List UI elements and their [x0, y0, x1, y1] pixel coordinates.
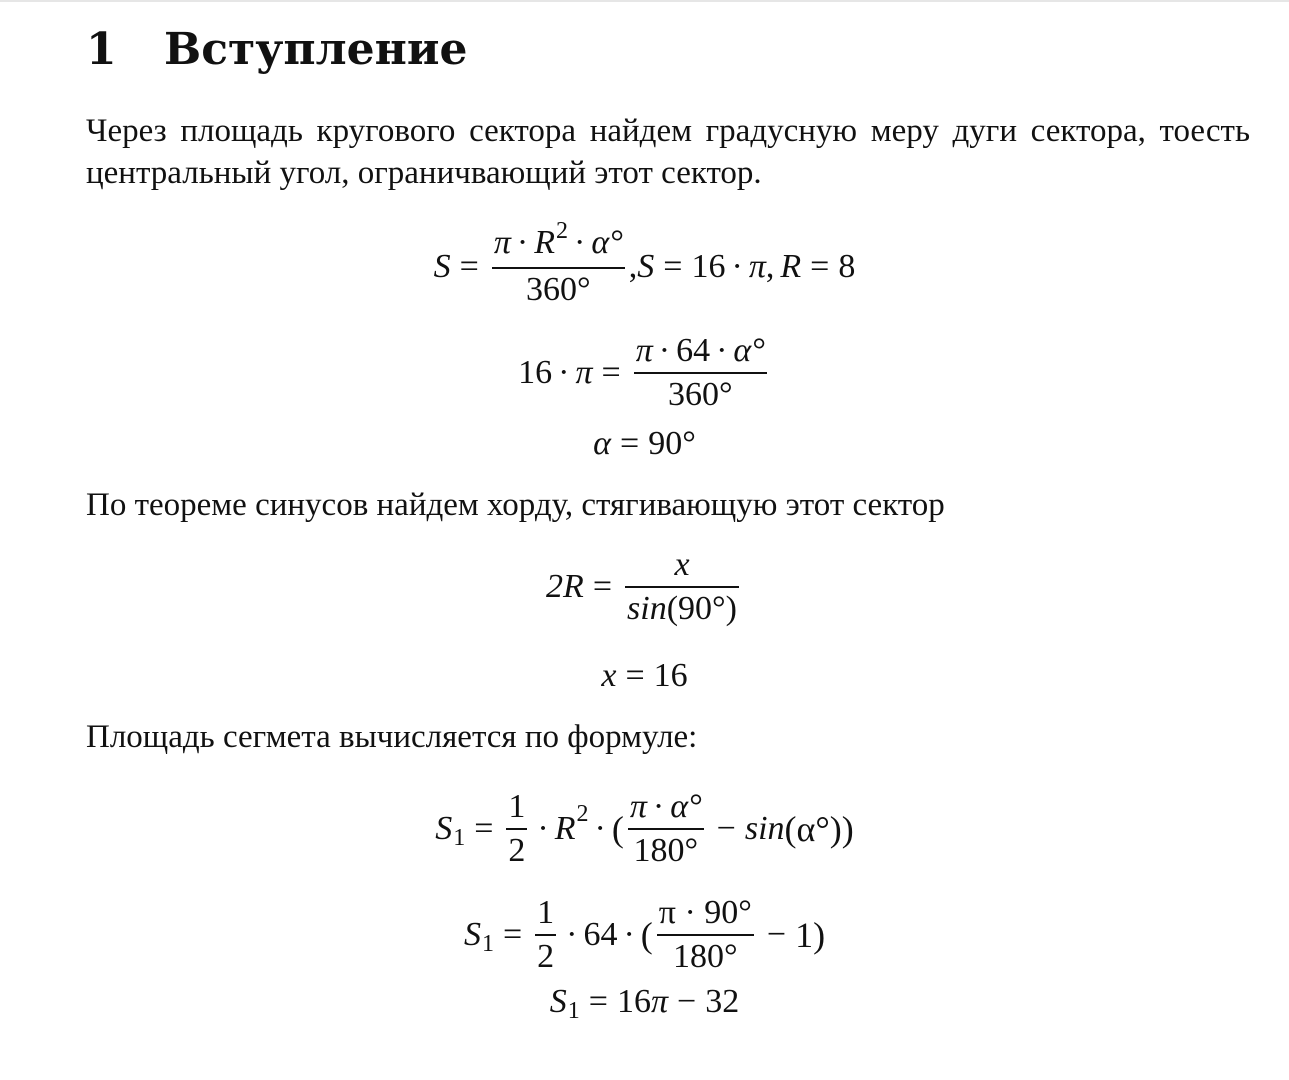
eq8-S: S	[549, 983, 567, 1020]
eq7-inner-denominator: 180°	[673, 938, 738, 975]
eq1-R: R	[534, 224, 556, 261]
eq1-16: 16	[691, 247, 726, 285]
eq4-sin-arg: (90°)	[666, 590, 737, 627]
eq6-exponent: 2	[576, 801, 589, 827]
eq3-alpha: α	[593, 425, 612, 462]
eq8-minus: −	[677, 983, 697, 1020]
eq2-16: 16	[518, 354, 553, 391]
eq6-inner-denominator: 180°	[633, 832, 699, 869]
eq6-R: R	[554, 810, 576, 847]
eq6-sin: sin	[744, 810, 785, 847]
eq2-num-pi: π	[635, 332, 653, 369]
eq2-fraction	[634, 330, 767, 416]
eq2-dot-1: ·	[558, 354, 570, 391]
eq6-sin-arg: (α°))	[784, 809, 854, 849]
eq1-dot-2: ·	[574, 224, 586, 261]
eq7-inner-numerator: π · 90°	[658, 894, 752, 931]
eq1-pi-2: π	[748, 247, 766, 285]
eq5-equals: =	[625, 657, 645, 694]
eq2-dot-3: ·	[716, 332, 728, 369]
eq4-denominator	[625, 588, 739, 630]
equation-sine-law	[0, 544, 1289, 630]
eq7-dot-1: ·	[566, 916, 578, 953]
eq1-equals-3: =	[810, 247, 830, 285]
eq4-fraction	[625, 544, 739, 630]
section-heading	[86, 22, 467, 78]
eq7-half-den: 2	[537, 938, 555, 975]
eq7-dot-2: ·	[623, 916, 635, 953]
eq7-S: S	[463, 916, 481, 953]
section-number: 1	[86, 24, 117, 75]
eq1-8: 8	[838, 247, 856, 285]
eq7-half-num: 1	[537, 894, 555, 931]
eq7-subscript: 1	[481, 931, 494, 957]
equation-sector-area	[0, 218, 1289, 311]
eq7-tail: 1)	[795, 915, 826, 955]
eq6-pi: π	[629, 788, 647, 825]
eq6-minus: −	[716, 810, 736, 847]
eq8-16: 16	[616, 983, 651, 1020]
eq1-equals: =	[459, 247, 479, 285]
paragraph-sine-theorem: По теореме синусов найдем хорду, стягивающую этот сектор	[86, 487, 945, 523]
eq1-exponent: 2	[556, 218, 569, 244]
eq6-half-den: 2	[508, 832, 526, 869]
equation-substitution	[0, 330, 1289, 416]
eq4-lhs: 2R	[546, 568, 584, 605]
eq1-comma-2: ,	[765, 247, 775, 285]
eq4-equals: =	[592, 568, 613, 605]
eq6-dot-3: ·	[652, 788, 665, 825]
eq6-dot-1: ·	[537, 810, 549, 847]
eq3-value: 90°	[648, 425, 696, 462]
eq5-x: x	[601, 657, 617, 694]
eq6-subscript: 1	[453, 825, 466, 851]
eq1-comma-1: ,	[628, 247, 638, 285]
eq6-S: S	[435, 810, 453, 847]
eq7-equals: =	[502, 916, 523, 953]
equation-alpha	[0, 424, 1289, 464]
eq1-S: S	[637, 247, 655, 285]
eq7-minus: −	[766, 916, 787, 953]
eq2-pi: π	[575, 354, 593, 391]
eq6-inner-fraction	[628, 786, 704, 872]
eq1-pi: π	[493, 224, 511, 261]
eq8-subscript: 1	[567, 998, 580, 1024]
eq7-64: 64	[583, 916, 618, 953]
eq4-numerator: x	[674, 546, 690, 583]
equation-chord	[0, 656, 1289, 696]
eq6-open-paren: (	[611, 809, 624, 849]
eq1-equals-2: =	[663, 247, 683, 285]
eq8-32: 32	[705, 983, 740, 1020]
top-border	[0, 0, 1289, 2]
eq8-pi: π	[650, 983, 669, 1020]
eq6-inner-numerator	[628, 786, 704, 828]
eq4-sin: sin	[627, 590, 667, 627]
eq2-alpha: α°	[733, 332, 765, 369]
eq2-dot-2: ·	[658, 332, 671, 369]
eq2-numerator	[634, 330, 767, 372]
eq1-fraction	[492, 218, 625, 311]
eq8-equals: =	[588, 983, 608, 1020]
eq5-value: 16	[653, 657, 688, 694]
eq1-lhs: S	[433, 247, 451, 285]
eq2-64: 64	[676, 332, 711, 369]
eq3-equals: =	[620, 425, 640, 462]
paragraph-intro: Через площадь кругового сектора найдем градусную меру дуги сектора, тоесть центральный угол, ограничвающий этот сектор.	[86, 113, 1250, 191]
eq7-inner-fraction	[657, 892, 754, 978]
eq6-dot-2: ·	[594, 810, 606, 847]
equation-segment-formula	[0, 786, 1289, 872]
eq1-numerator	[492, 218, 625, 267]
paragraph-segment-formula: Площадь сегмета вычисляется по формуле:	[86, 719, 698, 755]
eq6-half	[506, 786, 527, 872]
eq6-equals: =	[474, 810, 494, 847]
eq1-alpha: α°	[591, 224, 623, 261]
eq1-dot-1: ·	[516, 224, 529, 261]
equation-segment-substituted	[0, 892, 1289, 978]
section-title-text: Вступление	[164, 24, 468, 75]
eq1-dot-3: ·	[731, 247, 743, 285]
eq1-denominator: 360°	[526, 271, 591, 308]
equation-segment-result	[0, 982, 1289, 1022]
eq2-equals: =	[601, 354, 621, 391]
eq6-half-num: 1	[508, 788, 526, 825]
eq1-R-2: R	[780, 247, 802, 285]
eq6-alpha: α°	[670, 788, 702, 825]
eq2-denominator: 360°	[667, 376, 733, 413]
eq7-open-paren: (	[640, 915, 653, 955]
eq7-half	[535, 892, 556, 978]
